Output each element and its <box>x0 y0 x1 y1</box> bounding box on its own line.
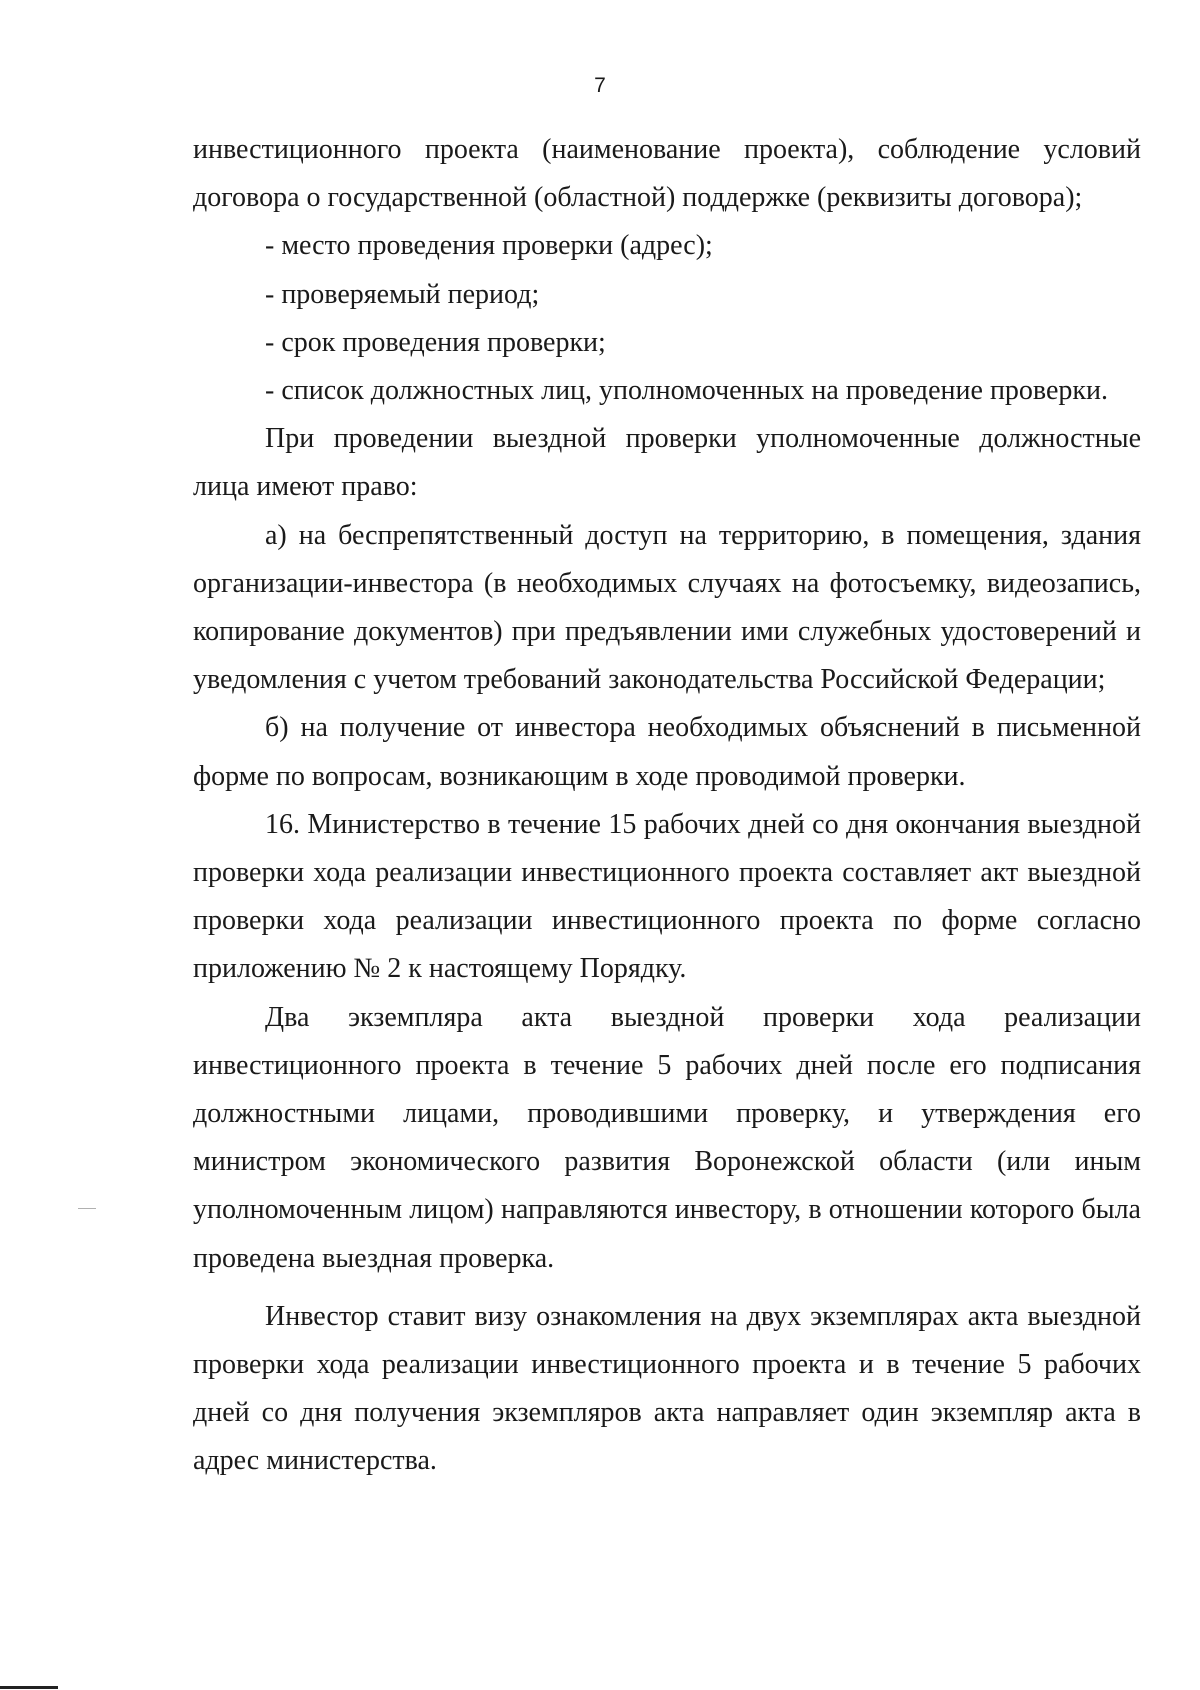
paragraph-two-copies: Два экземпляра акта выездной проверки хода реализации инвестиционного проекта в течение 5 рабочих дней после его подписания должностными лицами, проводившими проверку, и утверждения его министром экономического развития Воронежской области (или иным уполномоченным лицом) направляются инвестору, в отношении которого была проведена выездная проверка. <box>193 1001 1141 1274</box>
paragraph-right-b: б) на получение от инвестора необходимых объяснений в письменной форме по вопросам, возникающим в ходе проводимой проверки. <box>193 712 1141 792</box>
document-body <box>193 126 1141 1486</box>
list-item-inspection-term: - срок проведения проверки; <box>265 326 606 358</box>
list-item-officials-list: - список должностных лиц, уполномоченных на проведение проверки. <box>265 375 1108 407</box>
paragraph-investor-visa: Инвестор ставит визу ознакомления на двух экземплярах акта выездной проверки хода реализации инвестиционного проекта и в течение 5 рабочих дней со дня получения экземпляров акта направляет один экземпляр акта в адрес министерства. <box>193 1300 1141 1477</box>
margin-mark <box>78 1208 96 1209</box>
list-item-inspection-place: - место проведения проверки (адрес); <box>265 230 713 262</box>
paragraph-officials-rights: При проведении выездной проверки уполномоченные должностные лица имеют право: <box>193 423 1141 503</box>
paragraph-continuation: инвестиционного проекта (наименование проекта), соблюдение условий договора о государственной (областной) поддержке (реквизиты договора); <box>193 134 1141 214</box>
list-item-inspected-period: - проверяемый период; <box>265 278 540 310</box>
paragraph-clause-16: 16. Министерство в течение 15 рабочих дней со дня окончания выездной проверки хода реализации инвестиционного проекта составляет акт выездной проверки хода реализации инвестиционного проекта по форме согласно приложению № 2 к настоящему Порядку. <box>193 808 1141 985</box>
bottom-edge-mark <box>0 1686 58 1689</box>
page-number: 7 <box>594 74 606 97</box>
paragraph-right-a: а) на беспрепятственный доступ на территорию, в помещения, здания организации-инвестора (в необходимых случаях на фотосъемку, видеозапись, копирование документов) при предъявлении ими служебных удостоверений и уведомления с учетом требований законодательства Российской Федерации; <box>193 519 1141 696</box>
